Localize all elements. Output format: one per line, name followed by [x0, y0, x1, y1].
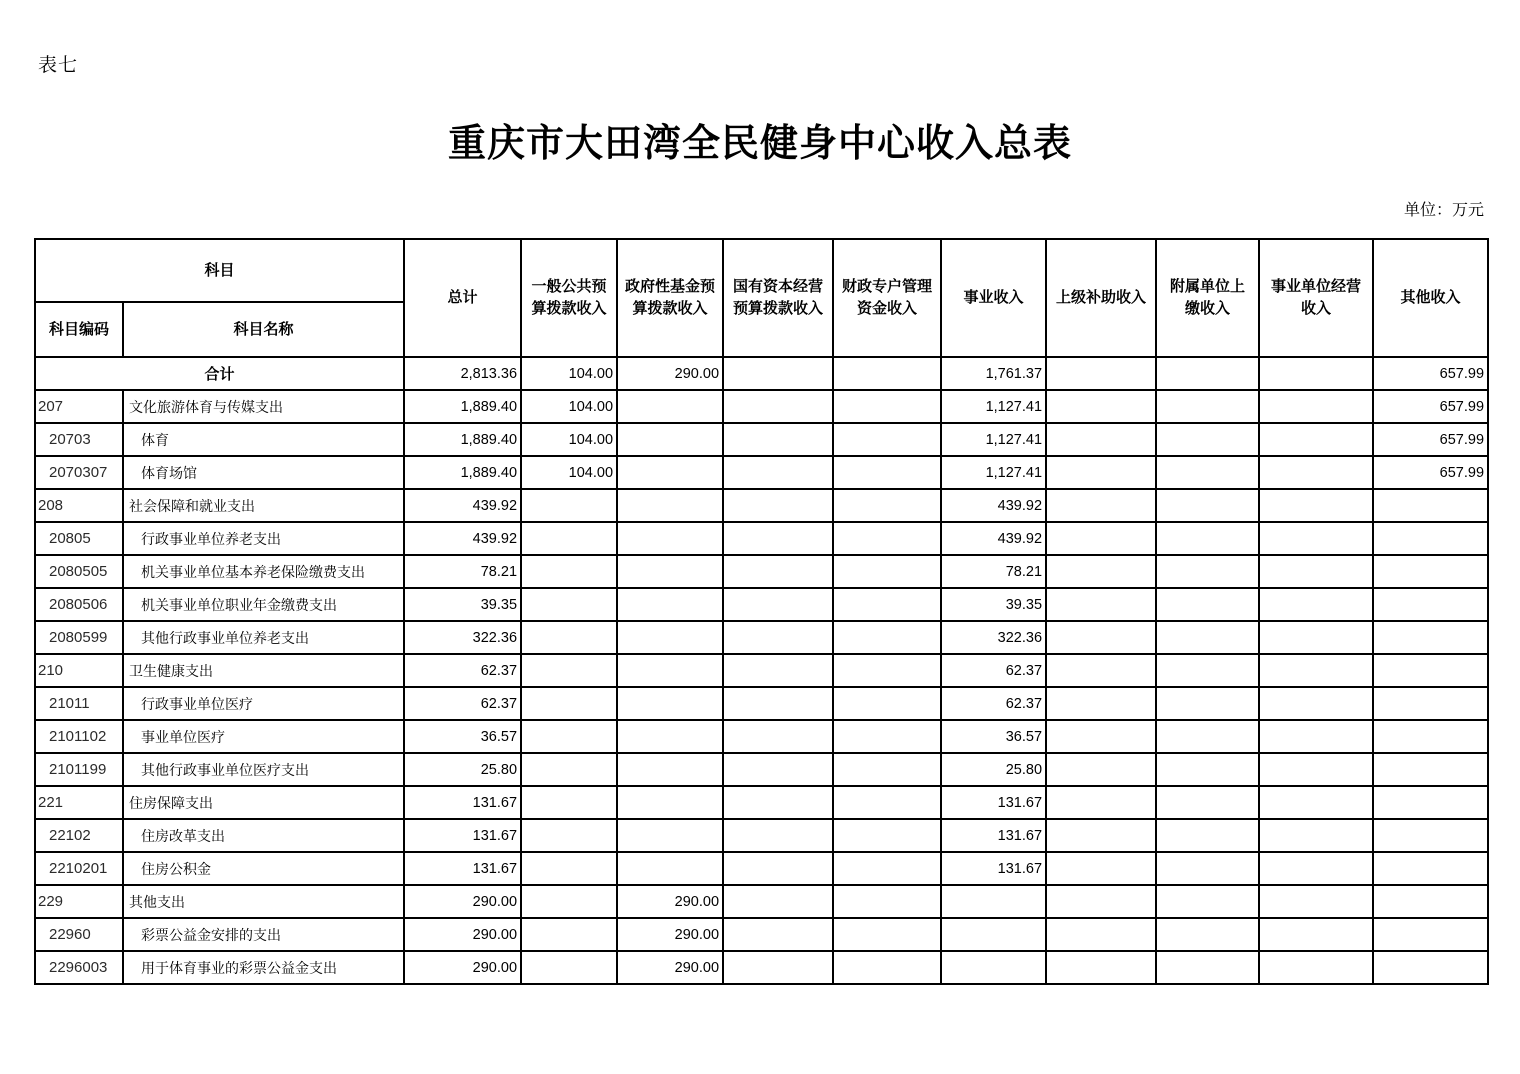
value-cell — [1373, 621, 1488, 654]
value-cell — [723, 951, 833, 984]
value-cell — [833, 489, 941, 522]
value-cell: 25.80 — [941, 753, 1046, 786]
value-cell: 1,127.41 — [941, 390, 1046, 423]
value-cell — [1259, 687, 1373, 720]
value-cell: 39.35 — [941, 588, 1046, 621]
value-cell — [1156, 654, 1259, 687]
value-cell — [723, 819, 833, 852]
subject-code-cell: 221 — [35, 786, 123, 819]
header-govt-fund-budget-income: 政府性基金预算拨款收入 — [617, 239, 723, 357]
value-cell — [1156, 819, 1259, 852]
value-cell — [833, 786, 941, 819]
table-row — [35, 522, 1488, 555]
value-cell — [1046, 588, 1156, 621]
value-cell: 290.00 — [617, 918, 723, 951]
value-cell: 104.00 — [521, 390, 617, 423]
table-row — [35, 555, 1488, 588]
value-cell: 290.00 — [617, 951, 723, 984]
value-cell: 2,813.36 — [404, 357, 521, 390]
value-cell — [617, 522, 723, 555]
value-cell — [723, 621, 833, 654]
value-cell — [617, 786, 723, 819]
value-cell — [1373, 819, 1488, 852]
value-cell — [521, 819, 617, 852]
subject-name-cell: 住房改革支出 — [123, 819, 404, 852]
row-label-total: 合计 — [35, 357, 404, 390]
value-cell — [723, 390, 833, 423]
value-cell — [833, 753, 941, 786]
value-cell — [1373, 489, 1488, 522]
unit-note: 单位：万元 — [1403, 200, 1484, 219]
table-row — [35, 489, 1488, 522]
value-cell — [521, 522, 617, 555]
value-cell — [1156, 456, 1259, 489]
value-cell — [723, 489, 833, 522]
table-body — [35, 357, 1488, 984]
value-cell — [833, 390, 941, 423]
income-summary-table — [34, 238, 1489, 985]
subject-name-cell: 住房保障支出 — [123, 786, 404, 819]
value-cell — [1259, 423, 1373, 456]
table-row — [35, 687, 1488, 720]
value-cell — [1259, 885, 1373, 918]
value-cell — [521, 720, 617, 753]
value-cell — [833, 885, 941, 918]
value-cell — [723, 753, 833, 786]
value-cell — [833, 951, 941, 984]
value-cell — [1156, 720, 1259, 753]
table-row — [35, 654, 1488, 687]
value-cell — [1046, 654, 1156, 687]
value-cell — [1156, 588, 1259, 621]
value-cell — [521, 621, 617, 654]
header-business-operation-income: 事业单位经营收入 — [1259, 239, 1373, 357]
value-cell: 25.80 — [404, 753, 521, 786]
value-cell — [1156, 555, 1259, 588]
value-cell — [1259, 489, 1373, 522]
value-cell — [833, 357, 941, 390]
value-cell — [723, 357, 833, 390]
value-cell — [833, 852, 941, 885]
value-cell — [617, 819, 723, 852]
table-row — [35, 951, 1488, 984]
value-cell: 131.67 — [404, 852, 521, 885]
value-cell — [1156, 687, 1259, 720]
value-cell — [521, 555, 617, 588]
header-affiliated-unit-remittance-income: 附属单位上缴收入 — [1156, 239, 1259, 357]
value-cell — [833, 654, 941, 687]
subject-code-cell: 210 — [35, 654, 123, 687]
value-cell — [1046, 720, 1156, 753]
header-state-capital-budget-income: 国有资本经营预算拨款收入 — [723, 239, 833, 357]
value-cell — [617, 390, 723, 423]
value-cell: 290.00 — [404, 951, 521, 984]
subject-name-cell: 其他行政事业单位养老支出 — [123, 621, 404, 654]
value-cell — [723, 918, 833, 951]
value-cell — [1156, 852, 1259, 885]
table-number-label: 表七 — [38, 54, 79, 76]
subject-name-cell: 事业单位医疗 — [123, 720, 404, 753]
value-cell — [617, 456, 723, 489]
value-cell — [521, 489, 617, 522]
value-cell — [941, 885, 1046, 918]
value-cell — [833, 588, 941, 621]
value-cell — [521, 918, 617, 951]
subject-name-cell: 体育场馆 — [123, 456, 404, 489]
subject-name-cell: 行政事业单位养老支出 — [123, 522, 404, 555]
value-cell: 131.67 — [941, 819, 1046, 852]
value-cell: 1,127.41 — [941, 456, 1046, 489]
value-cell — [1046, 456, 1156, 489]
subject-name-cell: 机关事业单位职业年金缴费支出 — [123, 588, 404, 621]
header-row-top — [35, 239, 1488, 302]
value-cell — [1046, 423, 1156, 456]
subject-code-cell: 2080599 — [35, 621, 123, 654]
value-cell — [1259, 621, 1373, 654]
value-cell — [617, 687, 723, 720]
value-cell — [1373, 654, 1488, 687]
value-cell: 78.21 — [941, 555, 1046, 588]
value-cell — [1373, 786, 1488, 819]
total-row — [35, 357, 1488, 390]
value-cell — [833, 720, 941, 753]
value-cell — [1156, 918, 1259, 951]
value-cell: 104.00 — [521, 357, 617, 390]
subject-code-cell: 2080505 — [35, 555, 123, 588]
subject-code-cell: 2070307 — [35, 456, 123, 489]
document-title: 重庆市大田湾全民健身中心收入总表 — [447, 120, 1072, 165]
value-cell: 439.92 — [941, 522, 1046, 555]
header-subject: 科目 — [35, 239, 404, 302]
value-cell: 62.37 — [404, 654, 521, 687]
subject-name-cell: 文化旅游体育与传媒支出 — [123, 390, 404, 423]
value-cell — [1046, 555, 1156, 588]
value-cell: 131.67 — [404, 786, 521, 819]
value-cell: 657.99 — [1373, 390, 1488, 423]
value-cell — [1046, 687, 1156, 720]
value-cell — [941, 951, 1046, 984]
value-cell — [617, 423, 723, 456]
subject-code-cell: 20805 — [35, 522, 123, 555]
value-cell — [617, 588, 723, 621]
value-cell — [1046, 819, 1156, 852]
table-header — [35, 239, 1488, 357]
value-cell — [1259, 786, 1373, 819]
table-row — [35, 819, 1488, 852]
header-subject-name: 科目名称 — [123, 302, 404, 357]
value-cell — [617, 654, 723, 687]
value-cell — [617, 621, 723, 654]
value-cell: 78.21 — [404, 555, 521, 588]
value-cell — [1259, 588, 1373, 621]
value-cell — [1156, 522, 1259, 555]
value-cell — [617, 555, 723, 588]
value-cell — [521, 687, 617, 720]
value-cell — [833, 621, 941, 654]
subject-name-cell: 体育 — [123, 423, 404, 456]
value-cell — [1373, 588, 1488, 621]
header-operating-income: 事业收入 — [941, 239, 1046, 357]
value-cell — [617, 720, 723, 753]
value-cell — [1373, 885, 1488, 918]
value-cell: 39.35 — [404, 588, 521, 621]
value-cell — [723, 885, 833, 918]
value-cell — [521, 852, 617, 885]
value-cell: 36.57 — [404, 720, 521, 753]
value-cell — [1373, 720, 1488, 753]
value-cell — [723, 555, 833, 588]
header-subject-code: 科目编码 — [35, 302, 123, 357]
value-cell — [1046, 489, 1156, 522]
value-cell — [1046, 621, 1156, 654]
table-row — [35, 918, 1488, 951]
subject-code-cell: 229 — [35, 885, 123, 918]
value-cell — [723, 786, 833, 819]
value-cell — [1046, 951, 1156, 984]
header-general-public-budget-income: 一般公共预算拨款收入 — [521, 239, 617, 357]
value-cell: 290.00 — [617, 885, 723, 918]
value-cell — [1259, 357, 1373, 390]
table-row — [35, 852, 1488, 885]
value-cell — [833, 456, 941, 489]
value-cell — [521, 753, 617, 786]
value-cell: 131.67 — [941, 786, 1046, 819]
value-cell — [521, 786, 617, 819]
value-cell — [1156, 786, 1259, 819]
value-cell — [1373, 555, 1488, 588]
value-cell — [1156, 753, 1259, 786]
value-cell — [833, 522, 941, 555]
value-cell — [1156, 357, 1259, 390]
value-cell — [1156, 489, 1259, 522]
value-cell: 439.92 — [404, 522, 521, 555]
value-cell — [617, 489, 723, 522]
header-fiscal-special-account-income: 财政专户管理资金收入 — [833, 239, 941, 357]
subject-code-cell: 2210201 — [35, 852, 123, 885]
value-cell: 1,889.40 — [404, 390, 521, 423]
value-cell — [1259, 522, 1373, 555]
subject-name-cell: 卫生健康支出 — [123, 654, 404, 687]
value-cell — [521, 654, 617, 687]
value-cell: 439.92 — [941, 489, 1046, 522]
value-cell — [941, 918, 1046, 951]
value-cell — [1046, 753, 1156, 786]
value-cell: 657.99 — [1373, 456, 1488, 489]
value-cell — [1373, 852, 1488, 885]
value-cell — [1259, 753, 1373, 786]
table-row — [35, 720, 1488, 753]
value-cell: 1,127.41 — [941, 423, 1046, 456]
value-cell: 1,889.40 — [404, 456, 521, 489]
value-cell — [1156, 423, 1259, 456]
value-cell — [1046, 390, 1156, 423]
value-cell — [1156, 390, 1259, 423]
value-cell: 657.99 — [1373, 357, 1488, 390]
table-row — [35, 390, 1488, 423]
table-row — [35, 456, 1488, 489]
value-cell: 290.00 — [404, 918, 521, 951]
value-cell: 131.67 — [941, 852, 1046, 885]
value-cell — [723, 720, 833, 753]
table-row — [35, 885, 1488, 918]
subject-code-cell: 207 — [35, 390, 123, 423]
value-cell — [833, 819, 941, 852]
value-cell — [1259, 555, 1373, 588]
value-cell: 104.00 — [521, 456, 617, 489]
value-cell: 322.36 — [404, 621, 521, 654]
value-cell — [723, 423, 833, 456]
value-cell — [1259, 918, 1373, 951]
value-cell — [723, 654, 833, 687]
subject-code-cell: 208 — [35, 489, 123, 522]
value-cell: 36.57 — [941, 720, 1046, 753]
subject-code-cell: 22102 — [35, 819, 123, 852]
subject-name-cell: 其他行政事业单位医疗支出 — [123, 753, 404, 786]
value-cell — [1259, 852, 1373, 885]
subject-code-cell: 2101102 — [35, 720, 123, 753]
subject-code-cell: 2296003 — [35, 951, 123, 984]
value-cell — [833, 687, 941, 720]
value-cell — [1259, 456, 1373, 489]
subject-code-cell: 20703 — [35, 423, 123, 456]
value-cell: 62.37 — [404, 687, 521, 720]
subject-name-cell: 用于体育事业的彩票公益金支出 — [123, 951, 404, 984]
subject-code-cell: 22960 — [35, 918, 123, 951]
header-other-income: 其他收入 — [1373, 239, 1488, 357]
value-cell: 1,761.37 — [941, 357, 1046, 390]
value-cell — [723, 522, 833, 555]
table-row — [35, 786, 1488, 819]
subject-code-cell: 2080506 — [35, 588, 123, 621]
value-cell — [1046, 786, 1156, 819]
subject-name-cell: 机关事业单位基本养老保险缴费支出 — [123, 555, 404, 588]
value-cell: 131.67 — [404, 819, 521, 852]
value-cell: 1,889.40 — [404, 423, 521, 456]
subject-name-cell: 住房公积金 — [123, 852, 404, 885]
value-cell: 290.00 — [617, 357, 723, 390]
value-cell — [723, 687, 833, 720]
table-row — [35, 621, 1488, 654]
value-cell: 657.99 — [1373, 423, 1488, 456]
value-cell — [521, 588, 617, 621]
value-cell — [833, 555, 941, 588]
value-cell — [617, 852, 723, 885]
header-superior-subsidy-income: 上级补助收入 — [1046, 239, 1156, 357]
value-cell — [521, 885, 617, 918]
value-cell — [1259, 654, 1373, 687]
value-cell — [1046, 357, 1156, 390]
table-row — [35, 423, 1488, 456]
value-cell — [833, 423, 941, 456]
value-cell — [1156, 885, 1259, 918]
value-cell — [1259, 951, 1373, 984]
value-cell — [1046, 918, 1156, 951]
table-row — [35, 753, 1488, 786]
value-cell — [723, 852, 833, 885]
value-cell — [1156, 951, 1259, 984]
value-cell: 62.37 — [941, 687, 1046, 720]
subject-code-cell: 2101199 — [35, 753, 123, 786]
subject-code-cell: 21011 — [35, 687, 123, 720]
subject-name-cell: 行政事业单位医疗 — [123, 687, 404, 720]
value-cell — [1259, 720, 1373, 753]
value-cell — [833, 918, 941, 951]
value-cell — [723, 588, 833, 621]
value-cell: 439.92 — [404, 489, 521, 522]
subject-name-cell: 彩票公益金安排的支出 — [123, 918, 404, 951]
value-cell — [1046, 852, 1156, 885]
value-cell: 322.36 — [941, 621, 1046, 654]
value-cell — [521, 951, 617, 984]
value-cell: 104.00 — [521, 423, 617, 456]
header-total: 总计 — [404, 239, 521, 357]
value-cell — [1259, 819, 1373, 852]
subject-name-cell: 其他支出 — [123, 885, 404, 918]
value-cell — [1046, 522, 1156, 555]
value-cell — [617, 753, 723, 786]
value-cell — [1373, 753, 1488, 786]
value-cell — [1373, 687, 1488, 720]
value-cell — [1373, 918, 1488, 951]
value-cell — [723, 456, 833, 489]
value-cell — [1373, 951, 1488, 984]
value-cell: 290.00 — [404, 885, 521, 918]
value-cell — [1046, 885, 1156, 918]
value-cell — [1156, 621, 1259, 654]
value-cell — [1373, 522, 1488, 555]
table-row — [35, 588, 1488, 621]
value-cell — [1259, 390, 1373, 423]
subject-name-cell: 社会保障和就业支出 — [123, 489, 404, 522]
value-cell: 62.37 — [941, 654, 1046, 687]
